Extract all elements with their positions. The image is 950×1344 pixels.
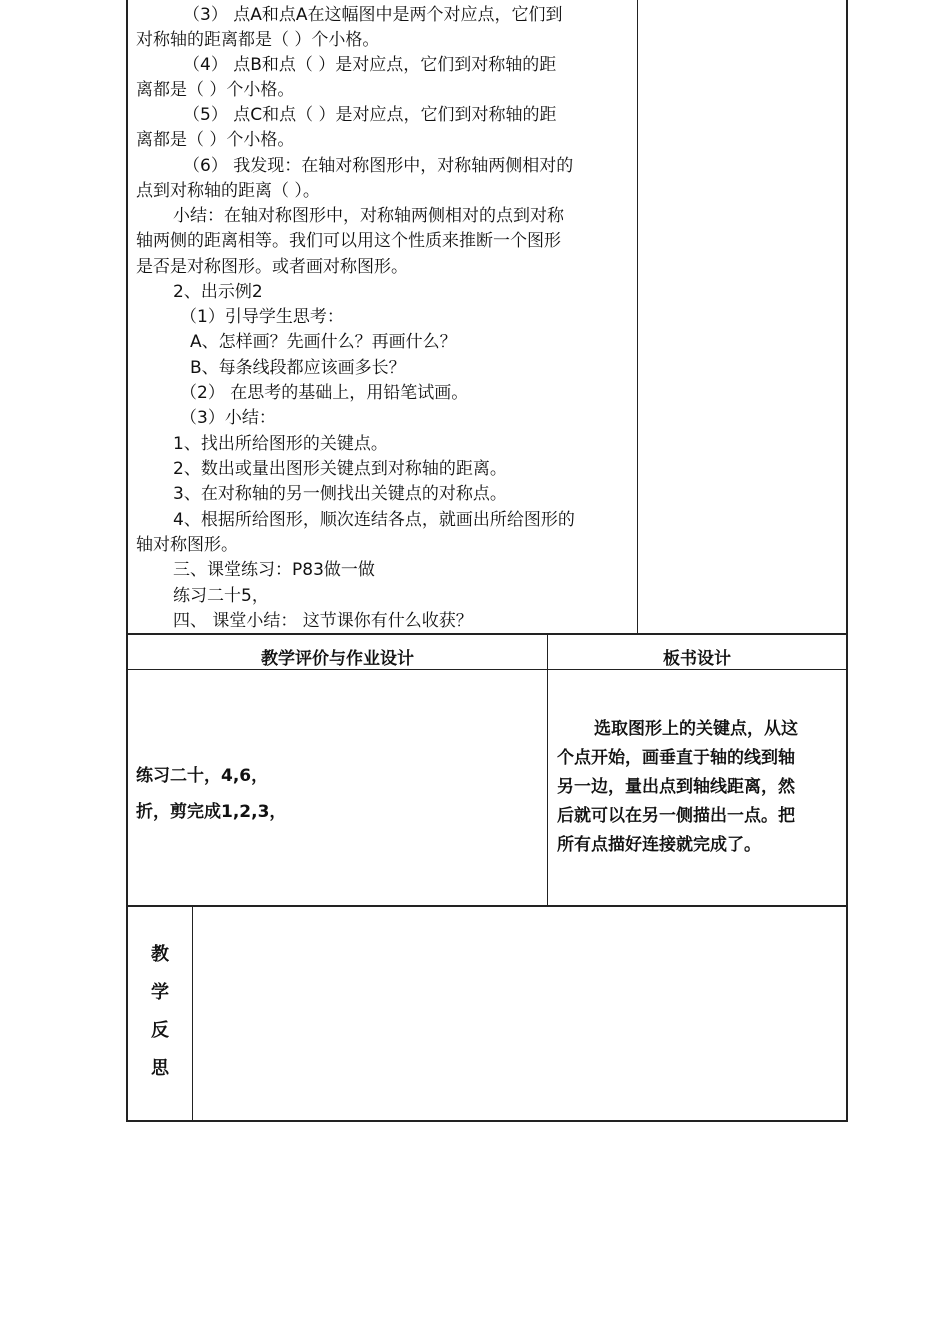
reflection-char: 学 (151, 982, 169, 1003)
table-left-border (126, 0, 128, 1122)
text-line: B、每条线段都应该画多长？ (190, 358, 406, 378)
table-right-border (846, 0, 848, 1122)
text-line: 4、根据所给图形，顺次连结各点，就画出所给图形的 (173, 510, 575, 530)
middle-section-bottom-border (126, 905, 848, 907)
text-line: 1、找出所给图形的关键点。 (173, 434, 388, 454)
text-line: 3、在对称轴的另一侧找出关键点的对称点。 (173, 484, 507, 504)
board-line: 另一边，量出点到轴线距离，然 (557, 777, 795, 797)
text-line: （3）小结： (180, 408, 276, 428)
text-line: 2、数出或量出图形关键点到对称轴的距离。 (173, 459, 507, 479)
table-bottom-border (126, 1120, 848, 1122)
text-line: 2、出示例2 (173, 282, 263, 302)
text-line: A、怎样画？先画什么？再画什么？ (190, 332, 457, 352)
reflection-char: 教 (151, 944, 169, 965)
homework-line: 折，剪完成1,2,3， (136, 802, 287, 822)
homework-line: 练习二十，4,6， (136, 766, 269, 786)
text-line: （5） 点C和点（ ）是对应点，它们到对称轴的距 (183, 105, 557, 125)
reflection-char: 思 (151, 1058, 169, 1079)
text-line: （6） 我发现：在轴对称图形中，对称轴两侧相对的 (183, 156, 574, 176)
text-line: 小结：在轴对称图形中，对称轴两侧相对的点到对称 (173, 206, 564, 226)
middle-column-divider (547, 634, 548, 906)
text-line: （4） 点B和点（ ）是对应点，它们到对称轴的距 (183, 55, 557, 75)
text-line: 对称轴的距离都是（ ）个小格。 (136, 30, 380, 50)
reflection-char: 反 (151, 1020, 169, 1041)
text-line: （1）引导学生思考： (180, 307, 344, 327)
text-line: 三、课堂练习：P83做一做 (173, 560, 375, 580)
text-line: 离都是（ ）个小格。 (136, 130, 295, 150)
board-line: 所有点描好连接就完成了。 (557, 835, 761, 855)
text-line: 点到对称轴的距离（ ）。 (136, 181, 320, 201)
upper-column-divider (637, 0, 638, 634)
evaluation-header: 教学评价与作业设计 (261, 649, 414, 669)
text-line: 练习二十5， (173, 586, 269, 606)
board-design-header: 板书设计 (663, 649, 731, 669)
text-line: 轴对称图形。 (136, 535, 238, 555)
reflection-label-divider (192, 906, 193, 1122)
board-line: 选取图形上的关键点，从这 (594, 719, 798, 739)
board-line: 个点开始，画垂直于轴的线到轴 (557, 748, 795, 768)
text-line: （2） 在思考的基础上，用铅笔试画。 (180, 383, 469, 403)
text-line: （3） 点A和点A在这幅图中是两个对应点，它们到 (183, 5, 563, 25)
reflection-content-area[interactable] (194, 908, 845, 1119)
text-line: 是否是对称图形。或者画对称图形。 (136, 257, 408, 277)
board-line: 后就可以在另一侧描出一点。把 (557, 806, 795, 826)
text-line: 轴两侧的距离相等。我们可以用这个性质来推断一个图形 (136, 231, 561, 251)
text-line: 离都是（ ）个小格。 (136, 80, 295, 100)
text-line: 四、 课堂小结： 这节课你有什么收获？ (173, 611, 473, 631)
